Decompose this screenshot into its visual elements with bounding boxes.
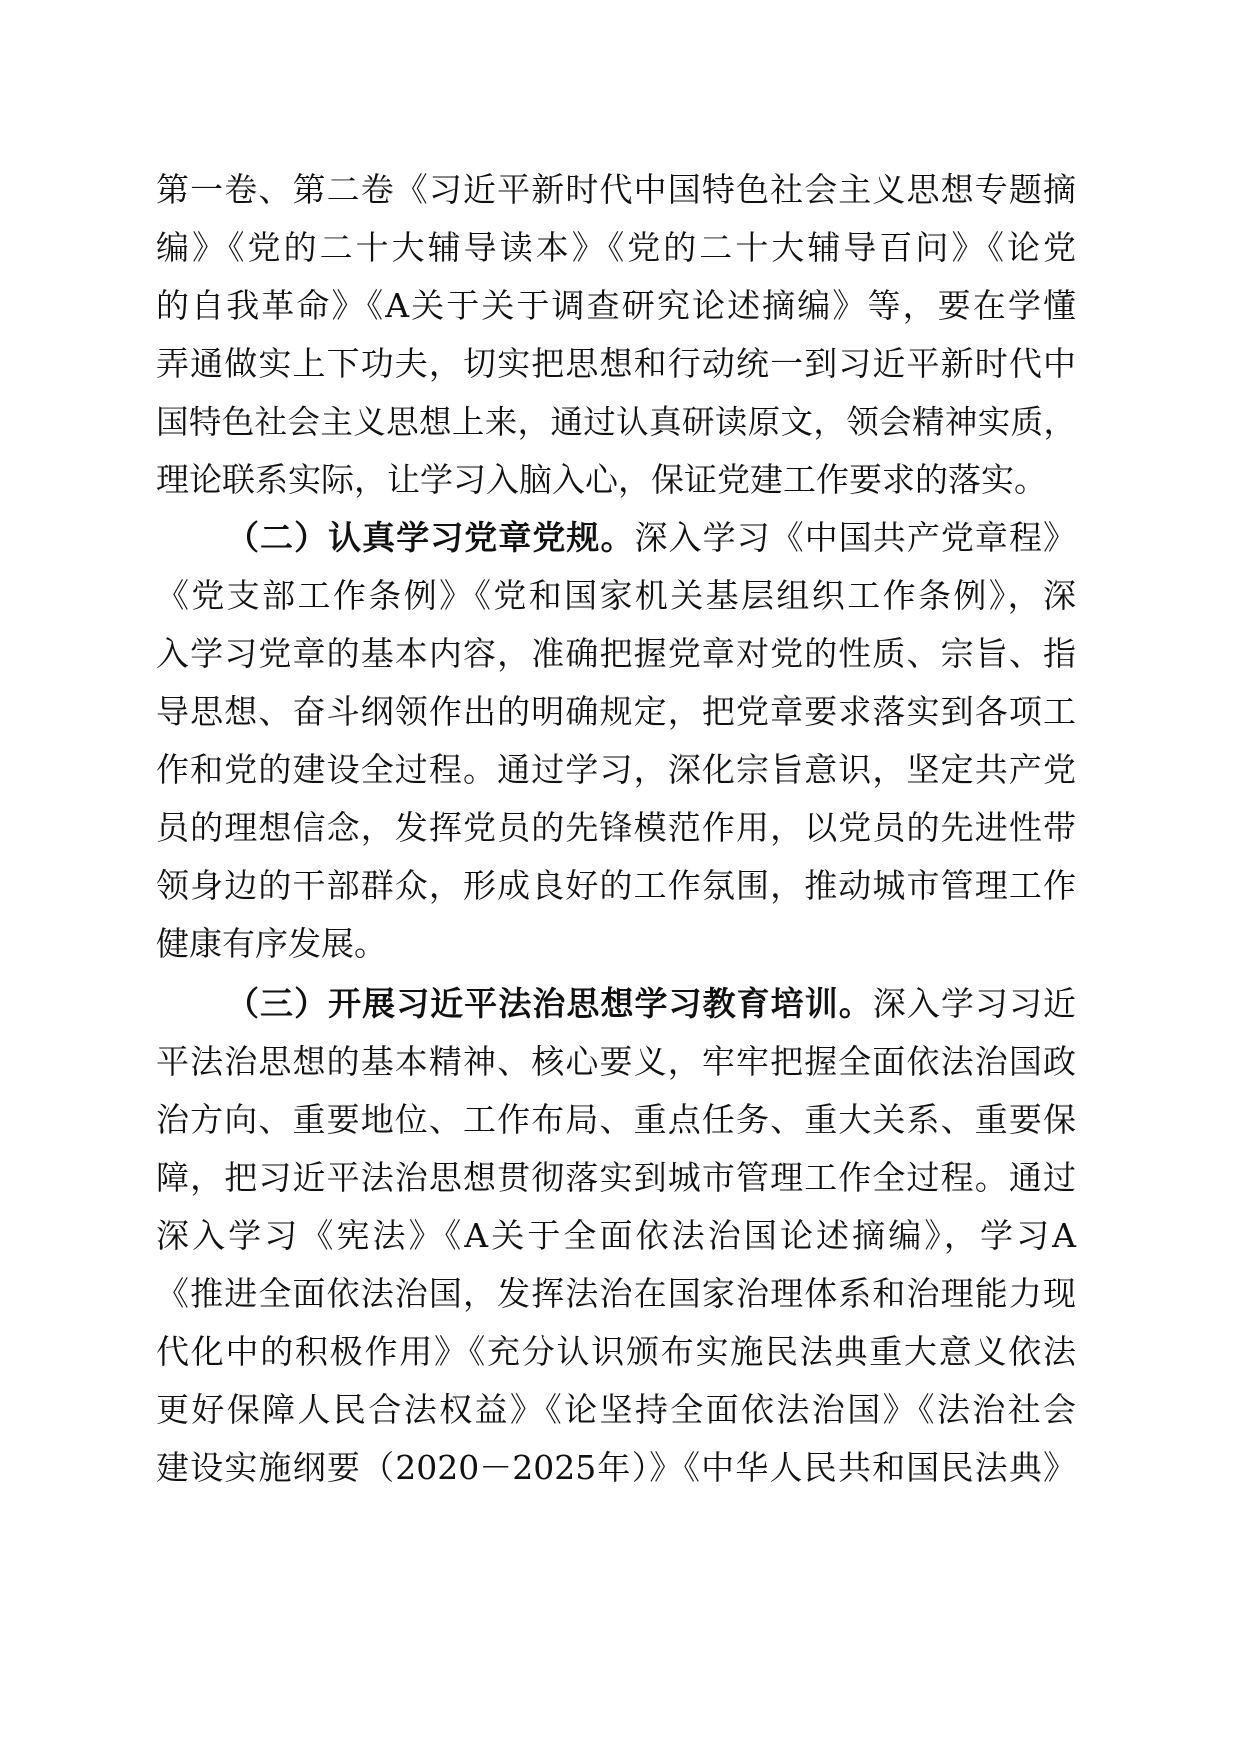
- paragraph-line: 领身边的干部群众，形成良好的工作氛围，推动城市管理工作: [156, 866, 1076, 905]
- paragraph-line: 治方向、重要地位、工作布局、重点任务、重大关系、重要保: [156, 1100, 1076, 1139]
- paragraph-line: 深入学习《宪法》《A关于全面依法治国论述摘编》，学习A: [156, 1216, 1076, 1255]
- section-3-first-text: 深入学习习近: [872, 984, 1077, 1023]
- paragraph-line: 《党支部工作条例》《党和国家机关基层组织工作条例》，深: [156, 576, 1076, 615]
- paragraph-line: 代化中的积极作用》《充分认识颁布实施民法典重大意义依法: [156, 1332, 1076, 1371]
- paragraph-line: 障，把习近平法治思想贯彻落实到城市管理工作全过程。通过: [156, 1158, 1076, 1197]
- section-2-first-line: [226, 508, 1076, 568]
- section-2-heading: （二）认真学习党章党规。: [226, 518, 635, 557]
- paragraph-line: 编》《党的二十大辅导读本》《党的二十大辅导百问》《论党: [156, 228, 1076, 267]
- paragraph-line: 员的理想信念，发挥党员的先锋模范作用，以党员的先进性带: [156, 808, 1076, 847]
- paragraph-line: 《推进全面依法治国，发挥法治在国家治理体系和治理能力现: [156, 1274, 1076, 1313]
- paragraph-line: 作和党的建设全过程。通过学习，深化宗旨意识，坚定共产党: [156, 750, 1076, 789]
- paragraph-line: 建设实施纲要（2020－2025年）》《中华人民共和国民法典》: [156, 1448, 1076, 1487]
- paragraph-line: 健康有序发展。: [156, 924, 387, 963]
- paragraph-line: 导思想、奋斗纲领作出的明确规定，把党章要求落实到各项工: [156, 692, 1076, 731]
- section-2-first-text: 深入学习《中国共产党章程》: [634, 518, 1077, 557]
- paragraph-line: 更好保障人民合法权益》《论坚持全面依法治国》《法治社会: [156, 1390, 1076, 1429]
- paragraph-line: 国特色社会主义思想上来，通过认真研读原文，领会精神实质，: [156, 403, 1076, 441]
- paragraph-line: 入学习党章的基本内容，准确把握党章对党的性质、宗旨、指: [156, 634, 1076, 673]
- paragraph-line: 的自我革命》《A关于关于调查研究论述摘编》等，要在学懂: [156, 286, 1076, 325]
- section-3-heading: （三）开展习近平法治思想学习教育培训。: [226, 984, 873, 1023]
- paragraph-line: 第一卷、第二卷《习近平新时代中国特色社会主义思想专题摘: [156, 170, 1076, 209]
- paragraph-line: 平法治思想的基本精神、核心要义，牢牢把握全面依法治国政: [156, 1042, 1076, 1081]
- paragraph-line: 理论联系实际，让学习入脑入心，保证党建工作要求的落实。: [156, 460, 1047, 499]
- section-3-first-line: [226, 974, 1076, 1034]
- paragraph-line: 弄通做实上下功夫，切实把思想和行动统一到习近平新时代中: [156, 344, 1076, 383]
